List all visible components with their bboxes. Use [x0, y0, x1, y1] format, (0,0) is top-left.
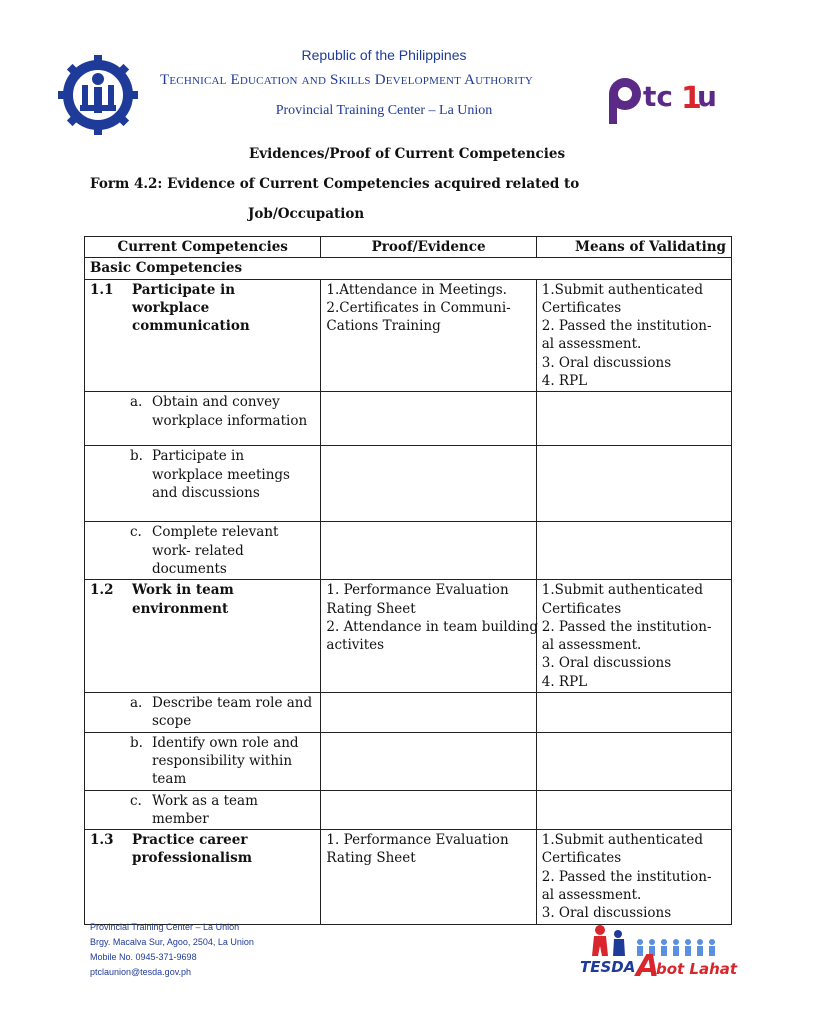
- ptc1u-logo: [605, 66, 715, 126]
- proof-line: Rating Sheet: [326, 850, 416, 867]
- unit-name: Practice career professionalism: [132, 832, 252, 867]
- proof-cell: [321, 693, 536, 733]
- table-row: [85, 580, 732, 693]
- sub-text: Obtain and convey workplace information: [152, 394, 308, 429]
- unit-cell: [85, 580, 321, 693]
- section-basic-competencies: Basic Competencies: [85, 258, 732, 279]
- footer-email: ptclaunion@tesda.gov.ph: [90, 967, 192, 977]
- table-row: [85, 279, 732, 392]
- unit-cell: [85, 279, 321, 392]
- form-title-line1: Form 4.2: Evidence of Current Competencies acquired related to: [90, 176, 580, 192]
- sub-cell: [85, 522, 321, 580]
- sub-cell: [85, 732, 321, 790]
- table-header-row: [85, 237, 732, 258]
- center-name: Provincial Training Center – La Union: [275, 103, 493, 118]
- sub-letter: b.: [130, 448, 143, 465]
- means-line: 2. Passed the institution-: [541, 618, 712, 635]
- agency-name: Technical Education and Skills Development Authority: [160, 72, 534, 88]
- means-line: 4. RPL: [541, 373, 588, 390]
- svg-text:tc: tc: [643, 80, 673, 113]
- section-row: [85, 258, 732, 279]
- means-line: 3. Oral discussions: [541, 354, 672, 371]
- sub-cell: [85, 693, 321, 733]
- means-cell: [536, 732, 731, 790]
- footer-contact: [90, 920, 254, 980]
- header-means-of-validating: Means of Validating: [536, 237, 731, 258]
- proof-cell: [321, 830, 536, 924]
- means-line: al assessment.: [541, 637, 642, 654]
- means-line: 3. Oral discussions: [541, 655, 672, 672]
- header-current-competencies: Current Competencies: [85, 237, 321, 258]
- proof-cell: [321, 392, 536, 446]
- sub-text: Complete relevant work- related documents: [152, 524, 279, 577]
- proof-line: activites: [326, 637, 385, 654]
- table-row: [85, 693, 732, 733]
- svg-text:u: u: [697, 80, 717, 113]
- means-line: 1.Submit authenticated: [541, 281, 703, 298]
- means-cell: [536, 392, 731, 446]
- means-cell: [536, 830, 731, 924]
- means-line: 3. Oral discussions: [541, 905, 672, 922]
- means-line: 1.Submit authenticated: [541, 582, 703, 599]
- unit-number: 1.2: [90, 582, 114, 599]
- unit-cell: [85, 830, 321, 924]
- unit-number: 1.3: [90, 832, 114, 849]
- sub-letter: b.: [130, 734, 143, 751]
- sub-letter: c.: [130, 792, 142, 809]
- table-row: [85, 830, 732, 924]
- table-row: [85, 522, 732, 580]
- proof-line: 1. Performance Evaluation: [326, 832, 509, 849]
- proof-cell: [321, 790, 536, 830]
- means-cell: [536, 693, 731, 733]
- proof-cell: [321, 732, 536, 790]
- sub-text: Participate in workplace meetings and discussions: [152, 448, 290, 501]
- sub-cell: [85, 446, 321, 522]
- unit-name: Work in team environment: [132, 582, 234, 617]
- sub-letter: a.: [130, 394, 143, 411]
- means-line: Certificates: [541, 600, 622, 617]
- competencies-table: [84, 236, 732, 925]
- sub-text: Describe team role and scope: [152, 695, 313, 730]
- table-row: [85, 790, 732, 830]
- proof-line: 1.Attendance in Meetings.: [326, 281, 507, 298]
- sub-letter: c.: [130, 524, 142, 541]
- means-cell: [536, 446, 731, 522]
- means-cell: [536, 279, 731, 392]
- proof-cell: [321, 279, 536, 392]
- sub-text: Work as a team member: [152, 792, 258, 827]
- unit-number: 1.1: [90, 281, 114, 298]
- unit-name: Participate in workplace communication: [132, 281, 250, 335]
- page-title: Evidences/Proof of Current Competencies: [248, 146, 566, 162]
- proof-line: 2.Certificates in Communi-: [326, 299, 511, 316]
- proof-cell: [321, 580, 536, 693]
- footer-center-name: Provincial Training Center – La Union: [90, 922, 240, 932]
- means-line: Certificates: [541, 850, 622, 867]
- table-row: [85, 446, 732, 522]
- republic-label: Republic of the Philippines: [301, 47, 467, 63]
- means-line: 2. Passed the institution-: [541, 318, 712, 335]
- proof-cell: [321, 522, 536, 580]
- proof-line: Cations Training: [326, 318, 441, 335]
- tesda-abot-lahat-logo: [578, 922, 738, 984]
- logo-text-abot-lahat: bot Lahat: [656, 960, 738, 978]
- svg-text:A: A: [636, 949, 660, 984]
- means-line: al assessment.: [541, 887, 642, 904]
- means-line: al assessment.: [541, 336, 642, 353]
- proof-line: 2. Attendance in team building: [326, 618, 538, 635]
- means-line: 4. RPL: [541, 673, 588, 690]
- proof-cell: [321, 446, 536, 522]
- sub-cell: [85, 790, 321, 830]
- sub-text: Identify own role and responsibility within team: [152, 734, 299, 788]
- table-row: [85, 392, 732, 446]
- table-row: [85, 732, 732, 790]
- svg-text:1: 1: [681, 81, 702, 116]
- means-line: 1.Submit authenticated: [541, 832, 703, 849]
- means-cell: [536, 790, 731, 830]
- proof-line: Rating Sheet: [326, 600, 416, 617]
- footer-address: Brgy. Macalva Sur, Agoo, 2504, La Union: [90, 937, 254, 947]
- means-cell: [536, 522, 731, 580]
- footer-mobile: Mobile No. 0945-371-9698: [90, 952, 197, 962]
- sub-letter: a.: [130, 695, 143, 712]
- proof-line: 1. Performance Evaluation: [326, 582, 509, 599]
- tesda-seal-logo: [58, 55, 138, 135]
- means-line: 2. Passed the institution-: [541, 868, 712, 885]
- means-cell: [536, 580, 731, 693]
- sub-cell: [85, 392, 321, 446]
- form-title-line2: Job/Occupation: [248, 206, 365, 222]
- logo-text-tesda: TESDA: [580, 958, 636, 976]
- header-proof-evidence: Proof/Evidence: [321, 237, 536, 258]
- means-line: Certificates: [541, 299, 622, 316]
